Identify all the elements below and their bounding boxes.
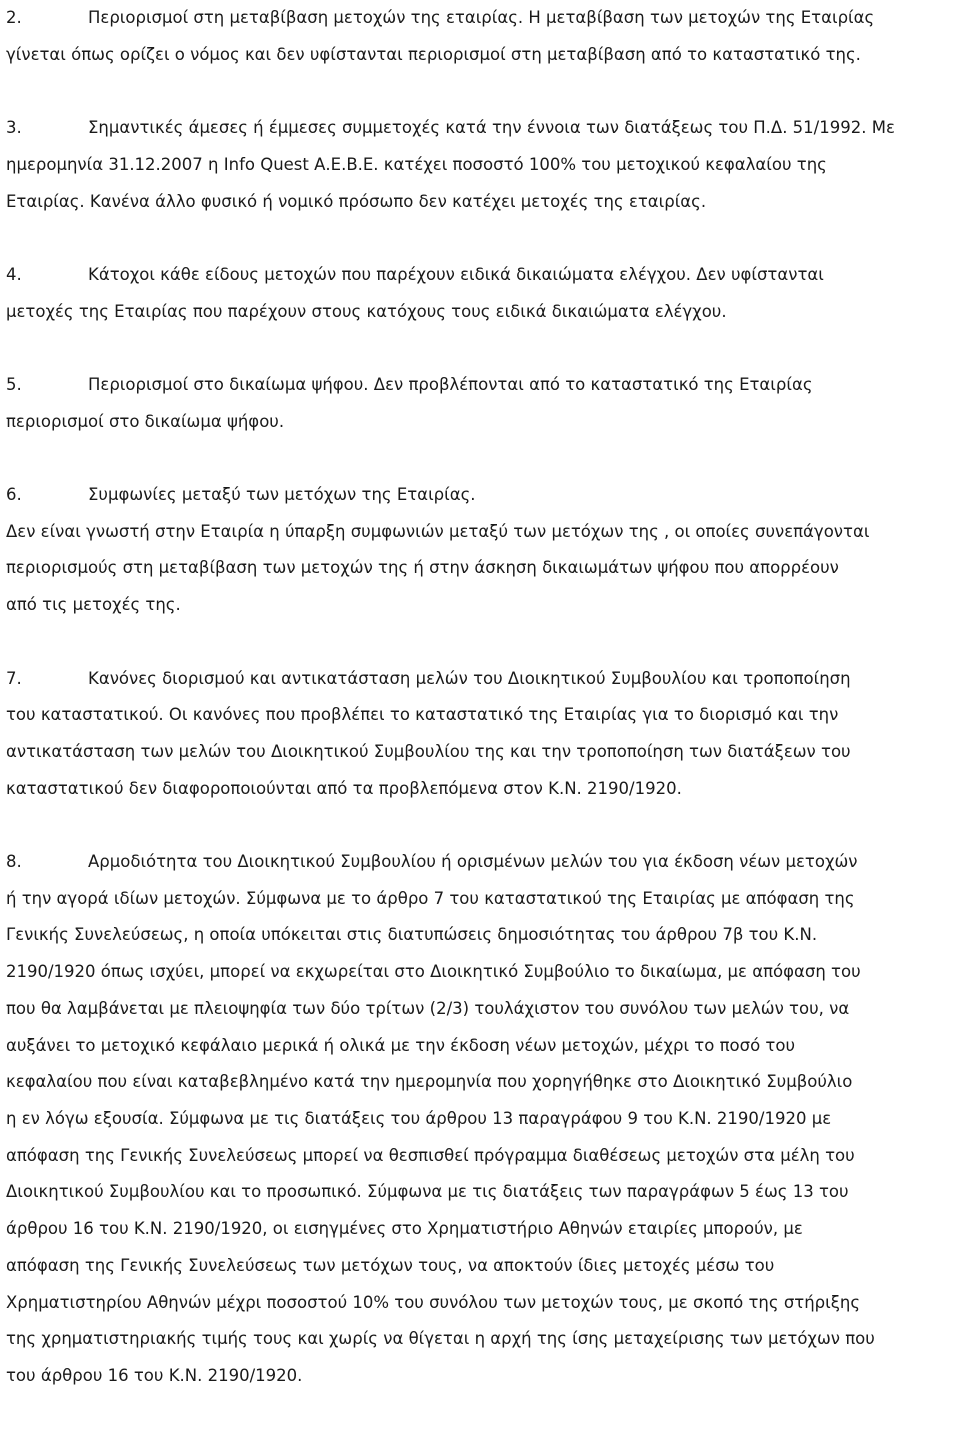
section-7-line-3: αντικατάσταση των μελών του Διοικητικού Συμβουλίου της και την τροποποίηση των διατάξεων του [6,741,851,761]
section-3-line-2: ημερομηνία 31.12.2007 η Info Quest Α.Ε.Β.Ε. κατέχει ποσοστό 100% του μετοχικού κεφαλαίου της [6,154,827,174]
section-8-line-3: Γενικής Συνελεύσεως, η οποία υπόκειται στις διατυπώσεις δημοσιότητας του άρθρου 7β του Κ.Ν. [6,925,818,945]
section-8-line-6: αυξάνει το μετοχικό κεφάλαιο μερικά ή ολικά με την έκδοση νέων μετοχών, μέχρι το ποσό του [6,1035,795,1055]
section-3 [6,110,956,220]
section-8-line-15: του άρθρου 16 του Κ.Ν. 2190/1920. [6,1365,303,1385]
section-7-line-1: 7. Κανόνες διορισμού και αντικατάσταση μελών του Διοικητικού Συμβουλίου και τροποποίηση [6,661,956,698]
section-6 [6,477,956,624]
document-page [6,0,956,1395]
section-4-line-1: 4. Κάτοχοι κάθε είδους μετοχών που παρέχουν ειδικά δικαιώματα ελέγχου. Δεν υφίστανται [6,257,956,294]
section-7-line-2: του καταστατικού. Οι κανόνες που προβλέπει το καταστατικό της Εταιρίας για το διορισμό και την [6,705,839,725]
section-number: 6. [6,485,22,505]
section-2-line-1: 2. Περιορισμοί στη μεταβίβαση μετοχών της εταιρίας. Η μεταβίβαση των μετοχών της Εταιρίας [6,0,956,37]
section-6-line-1: 6. Συμφωνίες μεταξύ των μετόχων της Εταιρίας. [6,477,956,514]
section-number: 3. [6,118,22,138]
section-5-line-2: περιορισμοί στο δικαίωμα ψήφου. [6,411,285,431]
section-5 [6,367,956,440]
section-number: 4. [6,264,22,284]
section-7-line-4: καταστατικού δεν διαφοροποιούνται από τα προβλεπόμενα στον Κ.Ν. 2190/1920. [6,778,682,798]
section-4-line-2: μετοχές της Εταιρίας που παρέχουν στους κατόχους τους ειδικά δικαιώματα ελέγχου. [6,301,727,321]
section-8-line-10: Διοικητικού Συμβουλίου και το προσωπικό. Σύμφωνα με τις διατάξεις των παραγράφων 5 έως 13 του [6,1182,849,1202]
section-8-line-7: κεφαλαίου που είναι καταβεβλημένο κατά την ημερομηνία που χορηγήθηκε στο Διοικητικό Συμβούλιο [6,1072,853,1092]
section-3-line-1: 3. Σημαντικές άμεσες ή έμμεσες συμμετοχές κατά την έννοια των διατάξεως του Π.Δ. 51/1992. Με [6,110,956,147]
section-6-line-3: περιορισμούς στη μεταβίβαση των μετοχών της ή στην άσκηση δικαιωμάτων ψήφου που απορρέουν [6,558,839,578]
section-5-line-1: 5. Περιορισμοί στο δικαίωμα ψήφου. Δεν προβλέπονται από το καταστατικό της Εταιρίας [6,367,956,404]
section-8 [6,844,956,1395]
section-3-line-3: Εταιρίας. Κανένα άλλο φυσικό ή νομικό πρόσωπο δεν κατέχει μετοχές της εταιρίας. [6,191,707,211]
section-6-line-4: από τις μετοχές της. [6,595,181,615]
section-8-line-8: η εν λόγω εξουσία. Σύμφωνα με τις διατάξεις του άρθρου 13 παραγράφου 9 του Κ.Ν. 2190/1920 με [6,1109,832,1128]
section-number: 5. [6,374,22,394]
section-8-line-9: απόφαση της Γενικής Συνελεύσεως μπορεί να θεσπισθεί πρόγραμμα διαθέσεως μετοχών στα μέλη του [6,1145,855,1165]
section-8-line-1: 8. Αρμοδιότητα του Διοικητικού Συμβουλίου ή ορισμένων μελών του για έκδοση νέων μετοχών [6,844,956,881]
section-7 [6,661,956,808]
section-6-line-2: Δεν είναι γνωστή στην Εταιρία η ύπαρξη συμφωνιών μεταξύ των μετόχων της , οι οποίες συνεπάγονται [6,521,870,541]
section-4 [6,257,956,330]
section-8-line-4: 2190/1920 όπως ισχύει, μπορεί να εκχωρείται στο Διοικητικό Συμβούλιο το δικαίωμα, με απόφαση του [6,962,861,982]
section-8-line-12: απόφαση της Γενικής Συνελεύσεως των μετόχων τους, να αποκτούν ίδιες μετοχές μέσω του [6,1255,775,1275]
section-8-line-5: που θα λαμβάνεται με πλειοψηφία των δύο τρίτων (2/3) τουλάχιστον του συνόλου των μελών του, να [6,998,850,1018]
section-8-line-13: Χρηματιστηρίου Αθηνών μέχρι ποσοστού 10% του συνόλου των μετοχών τους, με σκοπό της στήριξης [6,1292,861,1312]
section-number: 8. [6,852,22,872]
section-8-line-2: ή την αγορά ιδίων μετοχών. Σύμφωνα με το άρθρο 7 του καταστατικού της Εταιρίας με απόφαση της [6,888,855,908]
section-8-line-11: άρθρου 16 του Κ.Ν. 2190/1920, οι εισηγμένες στο Χρηματιστήριο Αθηνών εταιρίες μπορούν, με [6,1219,803,1239]
section-8-line-14: της χρηματιστηριακής τιμής τους και χωρίς να θίγεται η αρχή της ίσης μεταχείρισης των μετόχων που [6,1329,875,1349]
section-number: 2. [6,8,22,27]
section-2-line-2: γίνεται όπως ορίζει ο νόμος και δεν υφίστανται περιορισμοί στη μεταβίβαση από το καταστατικό της. [6,44,861,64]
section-number: 7. [6,668,22,688]
section-2 [6,0,956,73]
